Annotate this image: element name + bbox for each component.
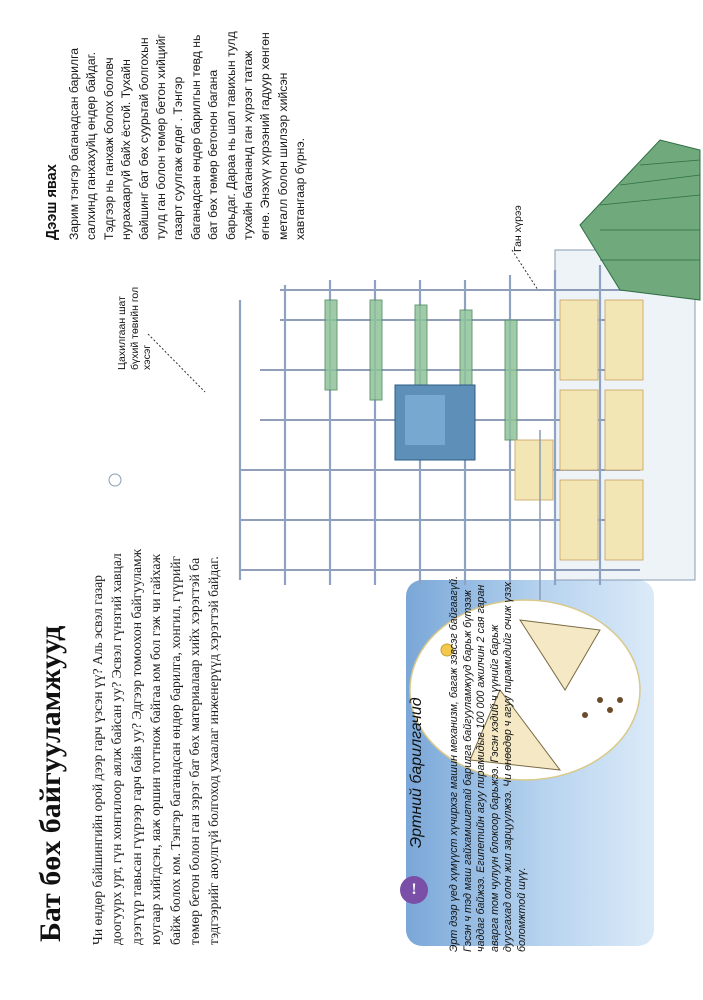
exclamation-icon: ! <box>400 876 428 904</box>
inset-title: Эртний барилгачид <box>408 697 425 848</box>
inset-paragraph: Эрт дээр үед хүмүүст хүчирхэг машин механизм, багаж зэвсэг байгаагүй. Гэсэн ч тэд маш гайхамшигтай барилга байгууламжууд барьж бүтээж чаддаг байжээ. Египетийн агуу пирамидыг 100 000 ажилчин 2 сая гаран аварга том чулуун блокоор барьжээ. Гэсэн хэдий ч үүнийг барьж дуусгахад олон жил зарцуулжээ. Чи өнөөдөр ч агуу пирамидийг очиж үзэх боломжтой шүү. <box>448 575 528 952</box>
inset-text <box>448 572 530 952</box>
elevator-core-label: Цахилгаан шат бүхий төвийн гол хэсэг <box>116 286 153 370</box>
side-text <box>66 28 310 240</box>
intro-paragraph: Чи өндөр байшингийн орой дээр гарч үзсэн үү? Аль эсвэл газар доогуурх урт, гүн хонгилоор аялж байсан уу? Эсвэл гүнзгий хавцал дээгүүр тавьсан гүүрээр гарч байв уу? Эдгээр томоохон байгууламж юугаар хийгдсэн, яаж оршин тогтнож байгаа юм бол гэж чи гайхаж байж болох юм. Тэнгэр баганадсан өндөр барилга, хонгил, гүүрийг төмөр бетон болон ган зэрэг бат бөх материалаар хийх хэрэгтэй ба тэдгээрийг аюулгүй болгоход ухаалаг инженерүүд хэрэгтэй байдаг. <box>90 549 222 945</box>
page-title: Бат бөх байгууламжууд <box>34 625 67 942</box>
steel-frame-label: Ган хүрээ <box>512 205 524 252</box>
side-paragraph: Зарим тэнгэр баганадсан барилга салхинд ганхахуйц өндөр байдаг. Тэдгээр нь ганхаж болох боловч нурахааргүй байх ёстой. Тухайн байшинг бат бөх суурьтай болгохын тулд ган болон төмөр бетон хийцийг газарт суулгаж өгдөг . Тэнгэр баганадсан өндөр барилгын төвд нь бат бөх төмөр бетонон багана барьдаг. Дараа нь шал тавихын тулд тухайн багананд ган хүрээг татаж өгнө. Энэхүү хүрээний гадуур хөнгөн металл болон шилээр хийсэн хавтангаар бүрнэ. <box>67 31 308 240</box>
side-title: Дээш явах <box>44 164 60 240</box>
